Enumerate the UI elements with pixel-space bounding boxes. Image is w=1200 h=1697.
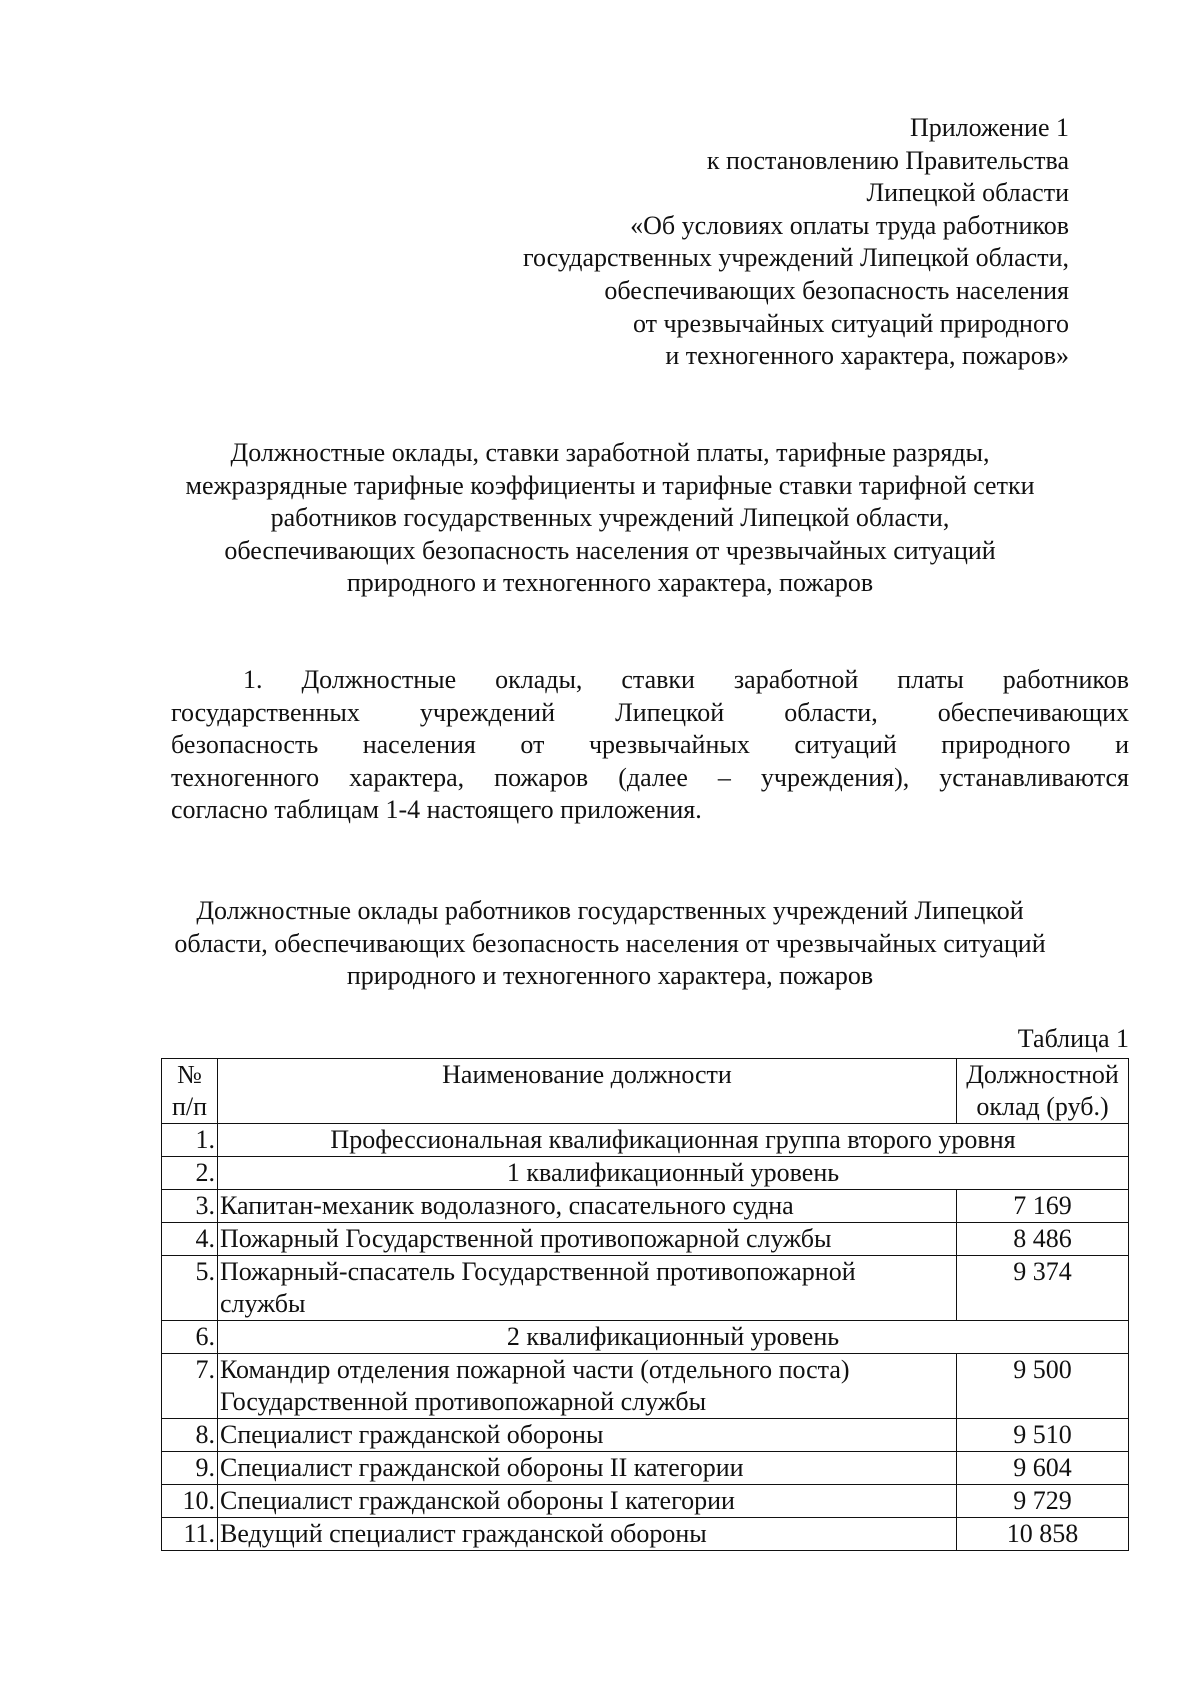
header-num <box>162 1059 218 1124</box>
row-num: 9. <box>162 1452 218 1485</box>
row-name <box>218 1256 957 1321</box>
appendix-line: к постановлению Правительства <box>706 145 1069 175</box>
appendix-header <box>523 112 1069 373</box>
appendix-line: государственных учреждений Липецкой области, <box>523 243 1069 273</box>
row-name <box>218 1354 957 1419</box>
row-group: 2 квалификационный уровень <box>218 1321 1129 1354</box>
row-num: 2. <box>162 1157 218 1190</box>
table-row <box>162 1452 1129 1485</box>
row-name: Ведущий специалист гражданской обороны <box>218 1518 957 1551</box>
row-num: 1. <box>162 1124 218 1157</box>
table-row <box>162 1354 1129 1419</box>
row-salary: 10 858 <box>957 1518 1129 1551</box>
row-name: Капитан-механик водолазного, спасательного судна <box>218 1190 957 1223</box>
paragraph-line: 1. Должностные оклады, ставки заработной платы работников <box>243 665 1129 694</box>
row-num: 7. <box>162 1354 218 1419</box>
appendix-line: обеспечивающих безопасность населения <box>604 275 1069 305</box>
title-line: обеспечивающих безопасность населения от чрезвычайных ситуаций <box>224 535 996 565</box>
table-row <box>162 1485 1129 1518</box>
appendix-line: «Об условиях оплаты труда работников <box>630 210 1069 240</box>
row-name: Специалист гражданской обороны I категории <box>218 1485 957 1518</box>
row-salary: 9 604 <box>957 1452 1129 1485</box>
table-row <box>162 1124 1129 1157</box>
table-title <box>160 895 1060 993</box>
header-salary-line2: оклад (руб.) <box>976 1092 1109 1121</box>
paragraph-line: техногенного характера, пожаров (далее – учреждения), устанавливаются <box>171 762 1129 792</box>
row-num: 3. <box>162 1190 218 1223</box>
title-line: Должностные оклады, ставки заработной платы, тарифные разряды, <box>230 438 990 467</box>
paragraph-1 <box>171 664 1129 827</box>
appendix-line: и техногенного характера, пожаров» <box>665 341 1069 371</box>
row-salary: 9 510 <box>957 1419 1129 1452</box>
subtitle-line: области, обеспечивающих безопасность населения от чрезвычайных ситуаций <box>174 928 1046 958</box>
title-line: природного и техногенного характера, пожаров <box>346 568 874 598</box>
row-num: 8. <box>162 1419 218 1452</box>
salary-table <box>161 1058 1129 1551</box>
row-name: Пожарный Государственной противопожарной службы <box>218 1223 957 1256</box>
row-name-line: Командир отделения пожарной части (отдельного поста) <box>220 1355 850 1384</box>
header-name: Наименование должности <box>218 1059 957 1124</box>
row-group: Профессиональная квалификационная группа второго уровня <box>218 1124 1129 1157</box>
table-row <box>162 1223 1129 1256</box>
paragraph-line: безопасность населения от чрезвычайных ситуаций природного и <box>171 730 1129 760</box>
appendix-line: Липецкой области <box>866 178 1069 208</box>
row-salary: 9 500 <box>957 1354 1129 1419</box>
row-salary: 9 374 <box>957 1256 1129 1321</box>
row-group: 1 квалификационный уровень <box>218 1157 1129 1190</box>
table-row <box>162 1321 1129 1354</box>
row-name-line: службы <box>220 1289 306 1318</box>
table-row <box>162 1518 1129 1551</box>
subtitle-line: природного и техногенного характера, пожаров <box>346 961 874 991</box>
row-name-line: Пожарный-спасатель Государственной противопожарной <box>220 1257 856 1286</box>
table-row <box>162 1256 1129 1321</box>
row-num: 11. <box>162 1518 218 1551</box>
title-line: межразрядные тарифные коэффициенты и тарифные ставки тарифной сетки <box>185 470 1035 500</box>
row-num: 10. <box>162 1485 218 1518</box>
document-title <box>160 437 1060 600</box>
table-row <box>162 1419 1129 1452</box>
row-name: Специалист гражданской обороны II категории <box>218 1452 957 1485</box>
header-num-line2: п/п <box>171 1092 208 1121</box>
row-num: 6. <box>162 1321 218 1354</box>
row-num: 4. <box>162 1223 218 1256</box>
row-salary: 8 486 <box>957 1223 1129 1256</box>
row-salary: 7 169 <box>957 1190 1129 1223</box>
title-line: работников государственных учреждений Липецкой области, <box>270 503 950 533</box>
table-header-row <box>162 1059 1129 1124</box>
header-salary-line1: Должностной <box>966 1060 1119 1089</box>
paragraph-line: государственных учреждений Липецкой области, обеспечивающих <box>171 697 1129 727</box>
header-salary <box>957 1059 1129 1124</box>
appendix-line: Приложение 1 <box>909 113 1069 142</box>
appendix-line: от чрезвычайных ситуаций природного <box>632 308 1069 338</box>
table-caption: Таблица 1 <box>1017 1024 1129 1053</box>
row-name-line: Государственной противопожарной службы <box>220 1387 707 1416</box>
paragraph-line: согласно таблицам 1-4 настоящего приложения. <box>171 795 702 825</box>
table-row <box>162 1190 1129 1223</box>
row-name: Специалист гражданской обороны <box>218 1419 957 1452</box>
table-row <box>162 1157 1129 1190</box>
header-num-line1: № <box>177 1060 202 1089</box>
row-num: 5. <box>162 1256 218 1321</box>
row-salary: 9 729 <box>957 1485 1129 1518</box>
subtitle-line: Должностные оклады работников государственных учреждений Липецкой <box>196 896 1024 925</box>
